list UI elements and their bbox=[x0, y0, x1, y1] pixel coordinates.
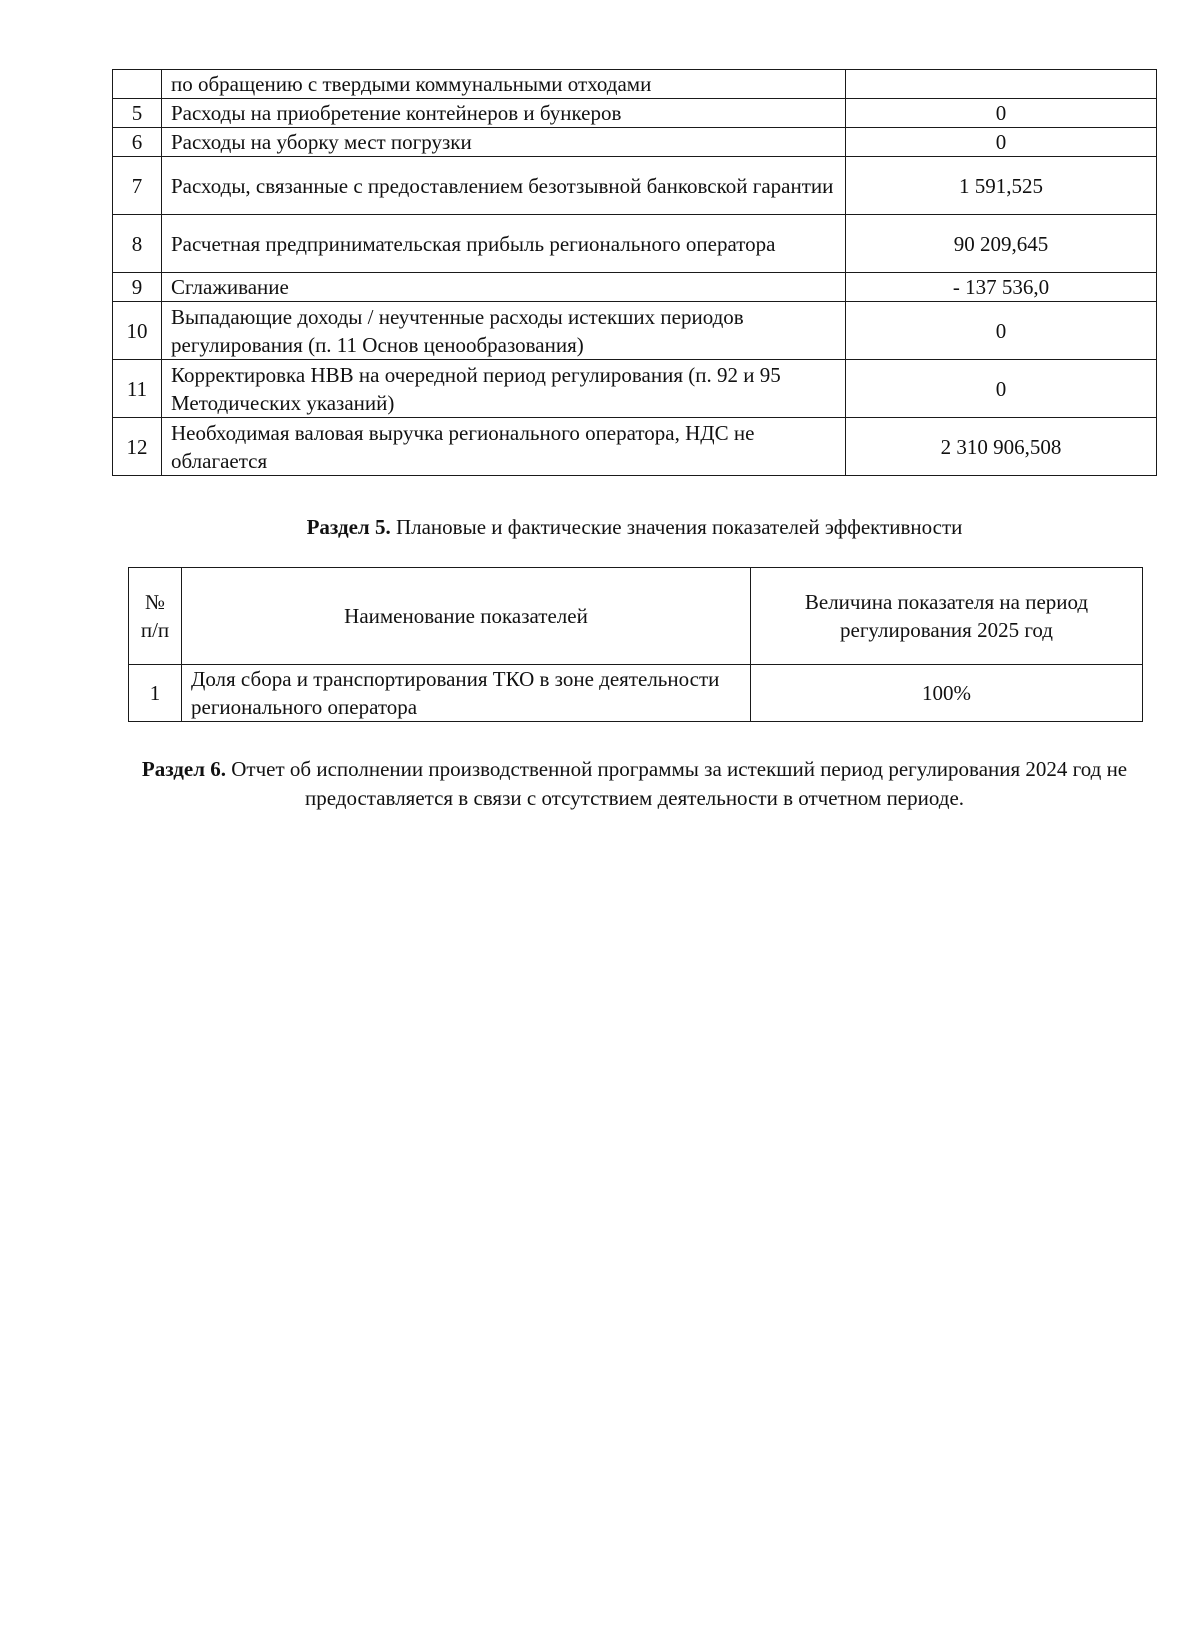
row-name: Сглаживание bbox=[162, 273, 846, 302]
table-row bbox=[113, 128, 1157, 157]
header-value bbox=[751, 568, 1143, 665]
row-number bbox=[113, 70, 162, 99]
table-row bbox=[113, 418, 1157, 476]
row-number: 1 bbox=[129, 665, 182, 722]
table-row bbox=[113, 157, 1157, 215]
row-name: Корректировка НВВ на очередной период регулирования (п. 92 и 95 Методических указаний) bbox=[162, 360, 846, 418]
header-value-line2: регулирования 2025 год bbox=[840, 618, 1053, 642]
row-name: Необходимая валовая выручка регионального оператора, НДС не облагается bbox=[162, 418, 846, 476]
header-number-line2: п/п bbox=[140, 618, 170, 642]
row-name: Выпадающие доходы / неучтенные расходы истекших периодов регулирования (п. 11 Основ ценообразования) bbox=[162, 302, 846, 360]
section-6-label: Раздел 6. bbox=[141, 757, 226, 781]
cost-table bbox=[112, 69, 1157, 476]
header-name: Наименование показателей bbox=[182, 568, 751, 665]
table-row bbox=[113, 273, 1157, 302]
section-5-title: Плановые и фактические значения показателей эффективности bbox=[395, 515, 963, 539]
table-row bbox=[113, 360, 1157, 418]
row-value: 0 bbox=[846, 99, 1157, 128]
row-value: 0 bbox=[846, 302, 1157, 360]
table-header-row bbox=[129, 568, 1143, 665]
table-row bbox=[129, 665, 1143, 722]
header-number-line1: № bbox=[144, 590, 166, 614]
row-name: Расходы, связанные с предоставлением безотзывной банковской гарантии bbox=[162, 157, 846, 215]
header-value-line1: Величина показателя на период bbox=[804, 590, 1089, 614]
section-6-text: Отчет об исполнении производственной программы за истекший период регулирования 2024 год не предоставляется в связи с отсутствием деятельности в отчетном периоде. bbox=[231, 757, 1128, 810]
section-5-label: Раздел 5. bbox=[306, 515, 391, 539]
row-number: 10 bbox=[113, 302, 162, 360]
row-value: 100% bbox=[751, 665, 1143, 722]
row-value: 0 bbox=[846, 128, 1157, 157]
row-number: 12 bbox=[113, 418, 162, 476]
row-value: - 137 536,0 bbox=[846, 273, 1157, 302]
row-value: 90 209,645 bbox=[846, 215, 1157, 273]
row-name: по обращению с твердыми коммунальными отходами bbox=[162, 70, 846, 99]
table-row bbox=[113, 70, 1157, 99]
row-value bbox=[846, 70, 1157, 99]
header-number bbox=[129, 568, 182, 665]
row-number: 5 bbox=[113, 99, 162, 128]
row-name: Доля сбора и транспортирования ТКО в зоне деятельности регионального оператора bbox=[182, 665, 751, 722]
row-number: 8 bbox=[113, 215, 162, 273]
row-value: 0 bbox=[846, 360, 1157, 418]
row-number: 7 bbox=[113, 157, 162, 215]
row-number: 11 bbox=[113, 360, 162, 418]
section-6-paragraph bbox=[112, 755, 1157, 813]
table-row bbox=[113, 302, 1157, 360]
performance-indicators-table bbox=[128, 567, 1143, 722]
row-number: 6 bbox=[113, 128, 162, 157]
row-name: Расходы на приобретение контейнеров и бункеров bbox=[162, 99, 846, 128]
row-name: Расходы на уборку мест погрузки bbox=[162, 128, 846, 157]
row-name: Расчетная предпринимательская прибыль регионального оператора bbox=[162, 215, 846, 273]
section-5-heading bbox=[112, 513, 1157, 542]
table-row bbox=[113, 215, 1157, 273]
table-row bbox=[113, 99, 1157, 128]
row-value: 2 310 906,508 bbox=[846, 418, 1157, 476]
row-number: 9 bbox=[113, 273, 162, 302]
row-value: 1 591,525 bbox=[846, 157, 1157, 215]
